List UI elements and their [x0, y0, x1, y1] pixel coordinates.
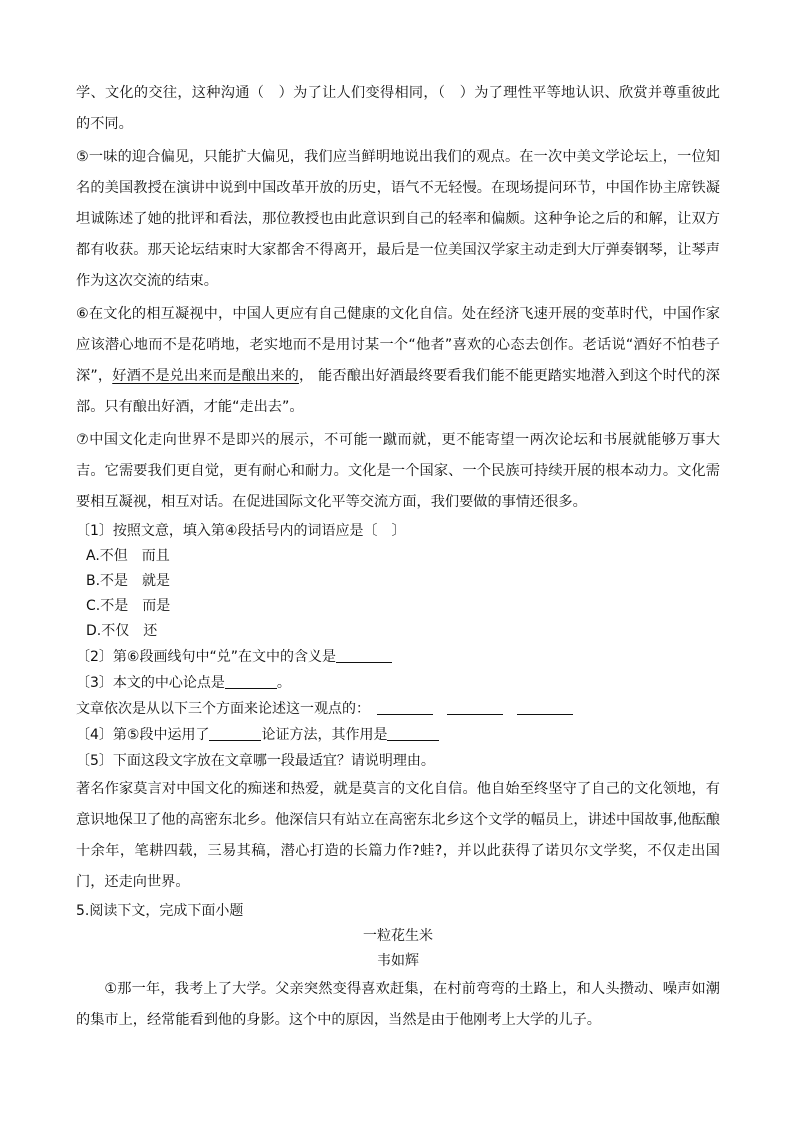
question-1: 〔1〕按照文意，填入第④段括号内的词语应是〔 〕	[76, 523, 406, 539]
paragraph-7: ⑦中国文化走向世界不是即兴的展示，不可能一蹴而就，更不能寄望一两次论坛和书展就能够万事大吉。它需要我们更自觉，更有耐心和耐力。文化是一个国家、一个民族可持续开展的根本动力。文化需要相互凝视，相互对话。在促进国际文化平等交流方面，我们要做的事情还很多。	[76, 432, 720, 510]
question-3-text: 〔3〕本文的中心论点是	[76, 675, 225, 691]
answer-blank[interactable]	[225, 674, 277, 689]
document-page	[76, 78, 720, 1036]
article-paragraph-1: ①那一年，我考上了大学。父亲突然变得喜欢赶集，在村前弯弯的土路上，和人头攒动、噪声如潮的集市上，经常能看到他的身影。这个中的原因，当然是由于他刚考上大学的儿子。	[76, 981, 720, 1028]
option-a: A.不但 而且	[86, 548, 170, 564]
answer-blank[interactable]	[387, 726, 439, 741]
paragraph-4-tail: 学、文化的交往，这种沟通（ ）为了让人们变得相同，（ ）为了理性平等地认识、欣赏并尊重彼此的不同。	[76, 85, 720, 132]
question-2	[76, 644, 720, 670]
question-3-sub	[76, 696, 720, 722]
answer-blank[interactable]	[447, 700, 503, 715]
answer-blank[interactable]	[209, 726, 261, 741]
paragraph-6	[76, 299, 720, 423]
article-author: 韦如辉	[377, 953, 419, 969]
question-5-passage: 著名作家莫言对中国文化的痴迷和热爱，就是莫言的文化自信。他自始至终坚守了自己的文化领地，有意识地保卫了他的高密东北乡。他深信只有站立在高密东北乡这个文学的幅员上，讲述中国故事,他酝酿十余年，笔耕四载，三易其稿，潜心打造的长篇力作?蛙?，并以此获得了诺贝尔文学奖，不仅走出国门，还走向世界。	[76, 781, 720, 890]
question-4-text-b: 论证方法，其作用是	[261, 727, 388, 743]
section-5-heading: 5.阅读下文，完成下面小题	[76, 903, 244, 919]
paragraph-6-part-a: ⑥在文化的相互凝视中，中国人更应有自己健康的文化自信。处在经济飞速开展的变革时代，中国作家应该潜心地而不是花哨地，老实地而不是用讨某一个“他者”喜欢的心态去创作。老话说“酒好不怕巷子深”，	[76, 306, 720, 384]
question-4	[76, 722, 720, 748]
question-3	[76, 670, 720, 696]
paragraph-5: ⑤一味的迎合偏见，只能扩大偏见，我们应当鲜明地说出我们的观点。在一次中美文学论坛上，一位知名的美国教授在演讲中说到中国改革开放的历史，语气不无轻慢。在现场提问环节，中国作协主席铁凝坦诚陈述了她的批评和看法，那位教授也由此意识到自己的轻率和偏颇。这种争论之后的和解，让双方都有收获。那天论坛结束时大家都舍不得离开，最后是一位美国汉学家主动走到大厅弹奏钢琴，让琴声作为这次交流的结束。	[76, 149, 720, 289]
answer-blank[interactable]	[336, 648, 392, 663]
underlined-sentence: 好酒不是兑出来而是酿出来的	[112, 368, 299, 384]
article-title: 一粒花生米	[363, 928, 433, 944]
option-d: D.不仅 还	[86, 623, 158, 639]
option-b: B.不是 就是	[86, 573, 171, 589]
answer-blank[interactable]	[377, 700, 433, 715]
question-3-sub-text: 文章依次是从以下三个方面来论述这一观点的：	[76, 701, 363, 717]
answer-blank[interactable]	[517, 700, 573, 715]
question-4-text-a: 〔4〕第⑤段中运用了	[76, 727, 210, 743]
option-c: C.不是 而是	[86, 598, 171, 614]
question-5: 〔5〕下面这段文字放在文章哪一段最适宜？请说明理由。	[76, 753, 435, 769]
question-2-text: 〔2〕第⑥段画线句中“兑”在文中的含义是	[76, 649, 336, 665]
question-3-end: 。	[276, 675, 291, 691]
paragraph-6-part-b: ， 能否酿出好酒最终要看我们能不能更踏实地潜入到这个时代的深部。只有酿出好酒，才能“走出去”。	[76, 368, 720, 415]
